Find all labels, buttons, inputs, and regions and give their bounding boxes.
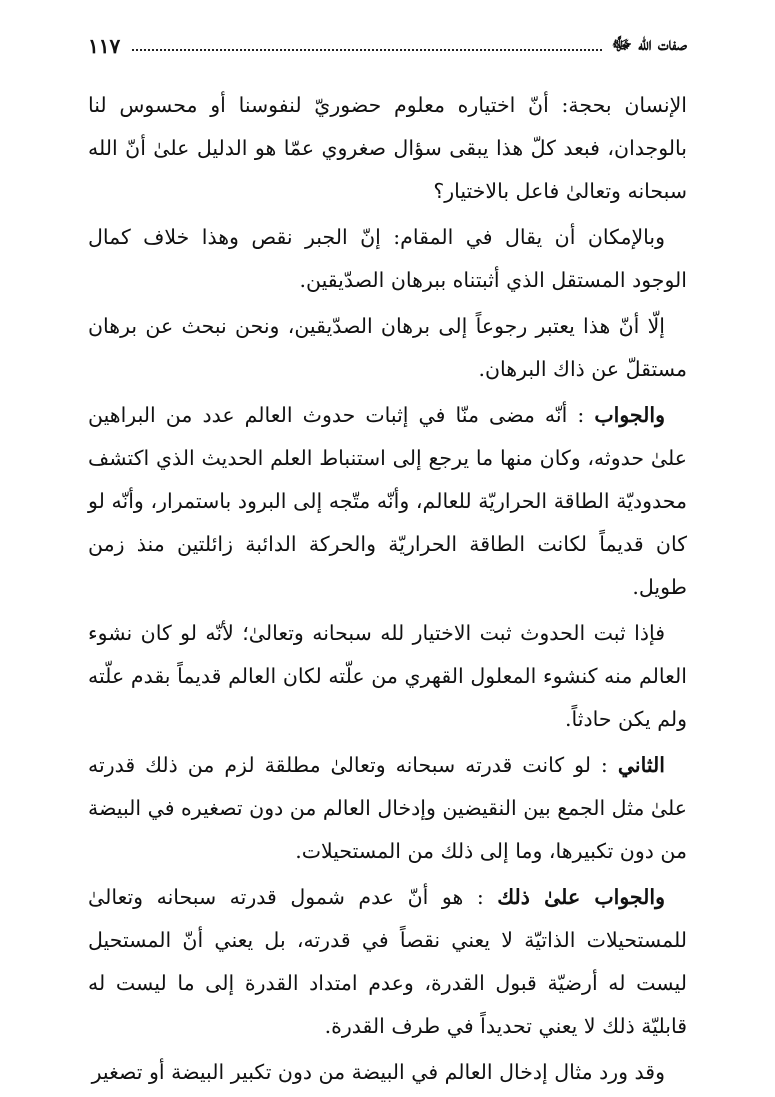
paragraph-6-second	[88, 744, 687, 873]
paragraph-3	[88, 305, 687, 391]
paragraph-5	[88, 612, 687, 741]
paragraph-text: إلّا أنّ هذا يعتبر رجوعاً إلى برهان الصدّيقين، ونحن نبحث عن برهان مستقلّ عن ذاك البرهان.	[88, 314, 687, 381]
paragraph-4-answer	[88, 394, 687, 609]
paragraph-text: الإنسان بحجة: أنّ اختياره معلوم حضوريّ لنفوسنا أو محسوس لنا بالوجدان، فبعد كلّ هذا يبقى سؤال صغروي عمّا هو الدليل علىٰ أنّ الله سبحانه وتعالىٰ فاعل بالاختيار؟	[88, 93, 687, 203]
header-dotted-leader	[132, 49, 601, 51]
paragraph-text: : أنّه مضى منّا في إثبات حدوث العالم عدد من البراهين علىٰ حدوثه، وكان منها ما يرجع إلى استنباط العلم الحديث الذي اكتشف محدوديّة الطاقة الحراريّة للعالم، وأنّه متّجه إلى البرود باستمرار، وأنّه لو كان قديماً لكانت الطاقة الحراريّة والحركة الدائبة زائلتين منذ زمن طويل.	[88, 403, 687, 599]
paragraph-text: : لو كانت قدرته سبحانه وتعالىٰ مطلقة لزم من ذلك قدرته علىٰ مثل الجمع بين النقيضين وإدخال العالم من دون تصغيره في البيضة من دون تكبيرها، وما إلى ذلك من المستحيلات.	[88, 753, 687, 863]
paragraph-lead: والجواب علىٰ ذلك	[497, 885, 665, 909]
paragraph-text: وقد ورد مثال إدخال العالم في البيضة من دون تكبير البيضة أو تصغير	[91, 1060, 665, 1084]
paragraph-8	[88, 1051, 687, 1094]
page-header	[88, 28, 687, 64]
paragraph-1	[88, 84, 687, 213]
paragraph-lead: والجواب	[594, 403, 665, 427]
running-title: صفات الله ﷻ	[611, 34, 687, 55]
paragraph-7-answer	[88, 876, 687, 1048]
paragraph-2	[88, 216, 687, 302]
paragraph-text: فإذا ثبت الحدوث ثبت الاختيار لله سبحانه وتعالىٰ؛ لأنّه لو كان نشوء العالم منه كنشوء المعلول القهري من علّته لكان العالم قديماً بقدم علّته ولم يكن حادثاً.	[88, 621, 687, 731]
page-number: ١١٧	[88, 34, 121, 58]
paragraph-text: وبالإمكان أن يقال في المقام: إنّ الجبر نقص وهذا خلاف كمال الوجود المستقل الذي أثبتناه ببرهان الصدّيقين.	[88, 225, 687, 292]
paragraph-lead: الثاني	[617, 753, 665, 777]
paragraph-text: : هو أنّ عدم شمول قدرته سبحانه وتعالىٰ للمستحيلات الذاتيّة لا يعني نقصاً في قدرته، بل يعني أنّ المستحيل ليست له أرضيّة قبول القدرة، وعدم امتداد القدرة إلى ما ليست له قابليّة ذلك لا يعني تحديداً في طرف القدرة.	[88, 885, 687, 1038]
page-body	[88, 84, 687, 1097]
